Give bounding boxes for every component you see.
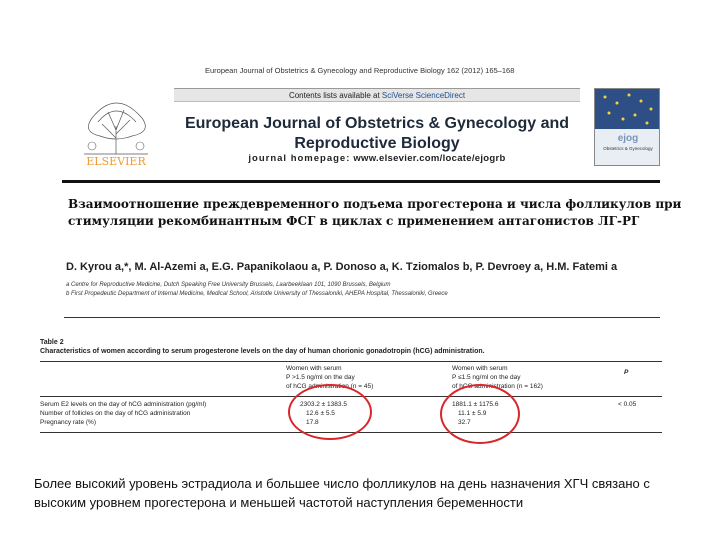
svg-text:ELSEVIER: ELSEVIER [86,155,146,168]
homepage-url[interactable]: www.elsevier.com/locate/ejogrb [353,153,506,164]
homepage-label: journal homepage: [248,153,351,164]
cell-follicles-low: 12.6 ± 5.5 [306,410,335,417]
header-low-line-1: Women with serum [286,365,342,372]
authors-line: D. Kyrou a,*, M. Al-Azemi a, E.G. Papanikolaou a, P. Donoso a, K. Tziomalos b, P. Devroey a, H.M. Fatemi a [66,261,618,273]
highlight-circle-low [288,384,372,440]
contents-bar [174,88,580,102]
journal-title [174,114,580,154]
affiliation-b: b First Propedeutic Department of Internal Medicine, Medical School, Aristotle University of Thessaloniki, AHEPA Hospital, Thessaloniki, Greece [66,291,448,297]
elsevier-logo [62,88,170,168]
table-header-p: P [624,369,629,376]
journal-homepage [174,153,580,164]
header-low-line-2: P >1.5 ng/ml on the day [286,374,355,381]
journal-info-panel [174,88,580,168]
cell-e2-high: 1881.1 ± 1175.6 [452,401,499,408]
table-label: Table 2 [40,339,64,346]
header-low-line-3: of hCG administration (n = 45) [286,383,374,390]
affiliation-rule [64,317,660,318]
journal-cover-image [594,88,660,166]
journal-title-line-2: Reproductive Biology [294,135,460,152]
affiliation-a: a Centre for Reproductive Medicine, Dutch Speaking Free University Brussels, Laarbeeklaan 101, 1090 Brussels, Belgium [66,282,391,288]
header-rule-thick [62,180,660,183]
table-top-rule [40,361,662,362]
summary-text: Более высокий уровень эстрадиола и большее число фолликулов на день назначения ХГЧ связано с высоким уровнем прогестерона и меньшей частотой наступления беременности [34,476,650,510]
row-label-follicles: Number of follicles on the day of hCG administration [40,410,191,417]
journal-banner [62,88,580,168]
highlight-circle-high [440,384,520,444]
journal-title-line-1: European Journal of Obstetrics & Gynecology and [184,115,570,132]
svg-text:ejog: ejog [617,133,639,144]
contents-prefix: Contents lists available at [288,91,382,100]
cell-e2-low: 2303.2 ± 1383.5 [300,401,347,408]
row-label-pregnancy: Pregnancy rate (%) [40,419,96,426]
cell-pregnancy-high: 32.7 [458,419,471,426]
cell-e2-p: < 0.05 [618,401,637,408]
article-title-ru: Взаимоотношение преждевременного подъема прогестерона и числа фолликулов при стимуляции рекомбинантным ФСГ в циклах с применением антагонистов ЛГ-РГ [68,197,682,228]
header-high-line-3: of hCG administration (n = 162) [452,383,543,390]
header-high-line-1: Women with serum [452,365,508,372]
cell-follicles-high: 11.1 ± 5.9 [458,410,487,417]
table-caption: Characteristics of women according to serum progesterone levels on the day of human chorionic gonadotropin (hCG) administration. [40,348,485,355]
cell-pregnancy-low: 17.8 [306,419,319,426]
row-label-e2: Serum E2 levels on the day of hCG administration (pg/ml) [40,401,207,408]
journal-citation-line: European Journal of Obstetrics & Gynecology and Reproductive Biology 162 (2012) 165–168 [205,66,515,75]
header-high-line-2: P ≤1.5 ng/ml on the day [452,374,521,381]
sciencedirect-link[interactable]: SciVerse ScienceDirect [381,91,466,100]
svg-text:Obstetrics & Gynecology: Obstetrics & Gynecology [603,146,653,151]
